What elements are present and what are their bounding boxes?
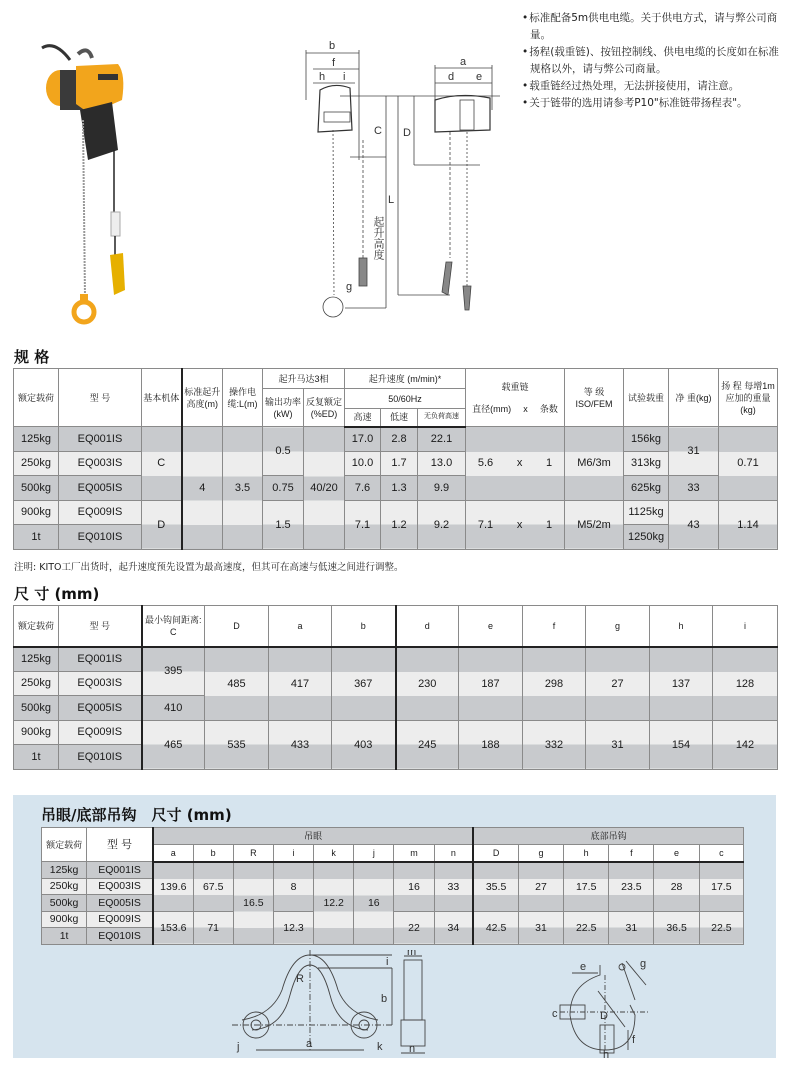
dim-label-j: j [237,1041,240,1053]
dim-header: b [332,606,396,647]
dim-label-g: g [640,958,647,970]
dim-label-k: k [377,1041,383,1053]
header-lift-height: 标准起升高度(m) [182,369,223,427]
dim-header: 最小钩间距离: C [142,606,205,647]
chain-x-label: x [523,403,528,414]
dimension-table [13,605,778,770]
table-row [14,451,778,476]
dim-label-c: c [552,1008,558,1020]
cell-load: 250kg [14,671,59,696]
cell-load: 250kg [42,878,87,895]
cell-model: EQ005IS [59,696,142,721]
dim-label-i: i [343,71,346,83]
cell-e: 36.5 [654,911,699,944]
cell-load: 500kg [14,696,59,721]
cell-grade: M6/3m [565,427,624,501]
cell-low: 1.7 [381,451,418,476]
cell-test: 313kg [624,451,669,476]
cell-n: 34 [434,911,473,944]
cell-model: EQ001IS [87,862,153,879]
cell-g: 31 [586,720,650,769]
cell-i: 12.3 [273,911,313,944]
header-motor-output: 输出功率(kW) [263,389,304,427]
dim-header: D [205,606,269,647]
note-item: • 扬程(载重链)、按钮控制线、供电电缆的长度如在标准规格以外，请与弊公司商量。 [520,44,785,78]
cell-load: 900kg [14,720,59,745]
dim-label-R: R [296,973,304,985]
cell-load: 250kg [14,451,59,476]
dim-header: g [586,606,650,647]
dim-header: i [713,606,778,647]
cell-i: 128 [713,647,778,721]
spec-section-title: 规 格 [14,348,50,366]
cell-b: 67.5 [193,862,233,912]
header-speed-noload: 无负荷高速 [418,409,466,427]
cell-extra: 0.71 [719,427,778,501]
dim-header: h [650,606,713,647]
cell-b: 403 [332,720,396,769]
cell-noload: 9.9 [418,476,466,501]
cell-test: 156kg [624,427,669,452]
cell-frame: D [142,500,182,549]
cell-i: 142 [713,720,778,769]
notes-list [520,10,785,112]
note-item: • 关于链带的选用请参考P10"标准链带扬程表"。 [520,95,785,112]
cell-c: 22.5 [699,911,743,944]
eye-group-header: 吊眼 [153,828,473,845]
cell-a: 417 [269,647,332,721]
cell-g: 27 [586,647,650,721]
cell-f: 298 [523,647,586,721]
table-row [42,862,744,879]
dim-header: 额定载荷 [14,606,59,647]
table-row [14,647,778,672]
cell-low: 1.2 [381,500,418,549]
cell-chain [466,427,565,501]
header-load: 额定载荷 [14,369,59,427]
cell-R: 16.5 [233,862,273,945]
cell-weight: 33 [669,476,719,501]
cell-e: 187 [459,647,523,721]
cell-high: 7.6 [345,476,381,501]
cell-h: 154 [650,720,713,769]
dim-label-e: e [476,71,483,83]
cell-a: 433 [269,720,332,769]
cell-load: 125kg [42,862,87,879]
cell-model: EQ003IS [59,451,142,476]
header-cable: 操作电缆:L(m) [223,369,263,427]
cell-chain [466,500,565,549]
cell-low: 1.3 [381,476,418,501]
dim-label-lift-height: 起升高度 [372,216,384,260]
dim-label-b: b [329,40,336,52]
cell-model: EQ003IS [87,878,153,895]
cell-output: 0.75 [263,476,304,501]
cell-low: 2.8 [381,427,418,452]
cell-load: 1t [14,745,59,770]
header-motor-duty: 反复额定(%ED) [304,389,345,427]
cell-c: 17.5 [699,862,743,912]
dim-label-a: a [460,56,467,68]
hook-col-e: e [654,845,699,862]
cell-h: 17.5 [564,862,609,912]
cell-weight: 31 [669,427,719,476]
chain-dia-label: 直径(mm) [472,403,512,414]
cell-output: 0.5 [263,427,304,476]
cell-model: EQ010IS [59,745,142,770]
cell-model: EQ001IS [59,647,142,672]
hook-group-header: 底部吊钩 [473,828,743,845]
cell-lift-height: 4 [182,427,223,550]
cell-model: EQ010IS [59,525,142,550]
header-speed-high: 高速 [345,409,381,427]
cell-k: 12.2 [314,862,354,945]
cell-D: 485 [205,647,269,721]
cell-i: 8 [273,862,313,912]
cell-g: 31 [518,911,563,944]
cell-model: EQ009IS [59,500,142,525]
cell-model: EQ009IS [87,911,153,928]
cell-noload: 22.1 [418,427,466,452]
dim-header: f [523,606,586,647]
eye-col-a: a [153,845,193,862]
cell-load: 900kg [14,500,59,525]
cell-a: 139.6 [153,862,193,912]
chain-falls-label: 条数 [539,403,558,414]
header-net-weight: 净 重(kg) [669,369,719,427]
table-row [14,500,778,525]
cell-f: 23.5 [609,862,654,912]
dim-label-D: D [403,127,411,139]
cell-e: 188 [459,720,523,769]
cell-n: 33 [434,862,473,912]
cell-model: EQ005IS [87,895,153,912]
cell-D: 42.5 [473,911,518,944]
cell-f: 332 [523,720,586,769]
eyebolt-drawing [232,950,432,1060]
hoist-product-photo [30,40,150,340]
chain-falls: 1 [546,518,553,531]
dim-header: d [396,606,459,647]
spec-table [13,368,778,550]
dim-label-i: i [386,956,389,968]
note-item: • 载重链经过热处理，无法拼接使用，请注意。 [520,78,785,95]
dim-label-n: n [409,1043,416,1055]
chain-dia: 7.1 [477,518,494,531]
cell-high: 7.1 [345,500,381,549]
cell-load: 900kg [42,911,87,928]
table-row [14,427,778,452]
dimension-section-title: 尺 寸 (mm) [14,585,100,603]
dim-header: 型 号 [59,606,142,647]
bottom-hook-drawing [550,955,660,1060]
cell-cable: 3.5 [223,427,263,550]
cell-h: 137 [650,647,713,721]
dim-label-g: g [346,281,353,293]
cell-model: EQ009IS [59,720,142,745]
cell-D: 35.5 [473,862,518,912]
cell-weight: 43 [669,500,719,549]
cell-b: 71 [193,911,233,944]
dim-label-m: m [407,950,417,958]
header-motor: 起升马达3相 [263,369,345,389]
cell-d: 245 [396,720,459,769]
cell-D: 535 [205,720,269,769]
dim-label-f: f [332,57,336,69]
cell-load: 500kg [42,895,87,912]
dim-label-h: h [319,71,326,83]
chain-label: 载重链 [501,381,529,392]
cell-model: EQ010IS [87,928,153,945]
header-model: 型 号 [59,369,142,427]
cell-duty: 40/20 [304,427,345,550]
eye-col-i: i [273,845,313,862]
header-frame: 基本机体 [142,369,182,427]
cell-model: EQ001IS [59,427,142,452]
hook-col-h: h [564,845,609,862]
hook-col-c: c [699,845,743,862]
cell-model: EQ003IS [59,671,142,696]
chain-x: x [516,457,523,470]
cell-test: 625kg [624,476,669,501]
dim-label-D: D [600,1010,608,1022]
cell-C: 410 [142,696,205,721]
table-row [14,720,778,745]
cell-test: 1250kg [624,525,669,550]
dim-label-C: C [374,125,382,137]
cell-load: 500kg [14,476,59,501]
cell-m: 22 [394,911,434,944]
cell-high: 17.0 [345,427,381,452]
cell-load: 125kg [14,427,59,452]
eye-col-R: R [233,845,273,862]
hoist-dimension-drawing [290,30,510,330]
dim-header: e [459,606,523,647]
header-test-load: 试验载重 [624,369,669,427]
eye-hook-section-title: 吊眼/底部吊钩 尺寸 (mm) [41,806,232,824]
dim-header: a [269,606,332,647]
cell-e: 28 [654,862,699,912]
cell-C: 465 [142,720,205,769]
chain-falls: 1 [546,457,553,470]
header-chain [466,369,565,427]
cell-C: 395 [142,647,205,696]
hook-col-g: g [518,845,563,862]
table-row [14,476,778,501]
eye-header-model: 型 号 [87,828,153,862]
cell-m: 16 [394,862,434,912]
cell-f: 31 [609,911,654,944]
eye-col-b: b [193,845,233,862]
cell-noload: 9.2 [418,500,466,549]
cell-j: 16 [354,862,394,945]
dim-label-b: b [381,993,388,1005]
hook-col-D: D [473,845,518,862]
eye-header-load: 额定载荷 [42,828,87,862]
chain-x: x [516,518,523,531]
cell-a: 153.6 [153,911,193,944]
header-freq: 50/60Hz [345,389,466,409]
cell-b: 367 [332,647,396,721]
dim-label-f: f [632,1034,636,1046]
cell-output: 1.5 [263,500,304,549]
cell-test: 1125kg [624,500,669,525]
dim-label-L: L [388,194,395,206]
eye-col-j: j [354,845,394,862]
header-extra-weight: 扬 程 每增1m 应加的重量(kg) [719,369,778,427]
note-item: • 标准配备5m供电电缆。关于供电方式，请与弊公司商量。 [520,10,785,44]
header-speed: 起升速度 (m/min)* [345,369,466,389]
cell-frame: C [142,427,182,501]
spec-footnote: 注明: KITO工厂出货时，起升速度预先设置为最高速度，但其可在高速与低速之间进行调整。 [14,562,404,573]
cell-g: 27 [518,862,563,912]
eye-col-n: n [434,845,473,862]
cell-extra: 1.14 [719,500,778,549]
header-speed-low: 低速 [381,409,418,427]
eye-col-m: m [394,845,434,862]
header-grade: 等 级 ISO/FEM [565,369,624,427]
cell-h: 22.5 [564,911,609,944]
cell-noload: 13.0 [418,451,466,476]
cell-high: 10.0 [345,451,381,476]
eye-col-k: k [314,845,354,862]
cell-load: 1t [42,928,87,945]
hook-col-f: f [609,845,654,862]
dim-label-e: e [580,961,587,973]
cell-load: 125kg [14,647,59,672]
cell-model: EQ005IS [59,476,142,501]
eye-hook-table [41,827,744,945]
cell-load: 1t [14,525,59,550]
dim-label-a: a [306,1038,313,1050]
cell-grade: M5/2m [565,500,624,549]
dim-label-d: d [448,71,455,83]
chain-dia: 5.6 [477,457,494,470]
cell-d: 230 [396,647,459,721]
dim-label-h: h [603,1049,610,1060]
